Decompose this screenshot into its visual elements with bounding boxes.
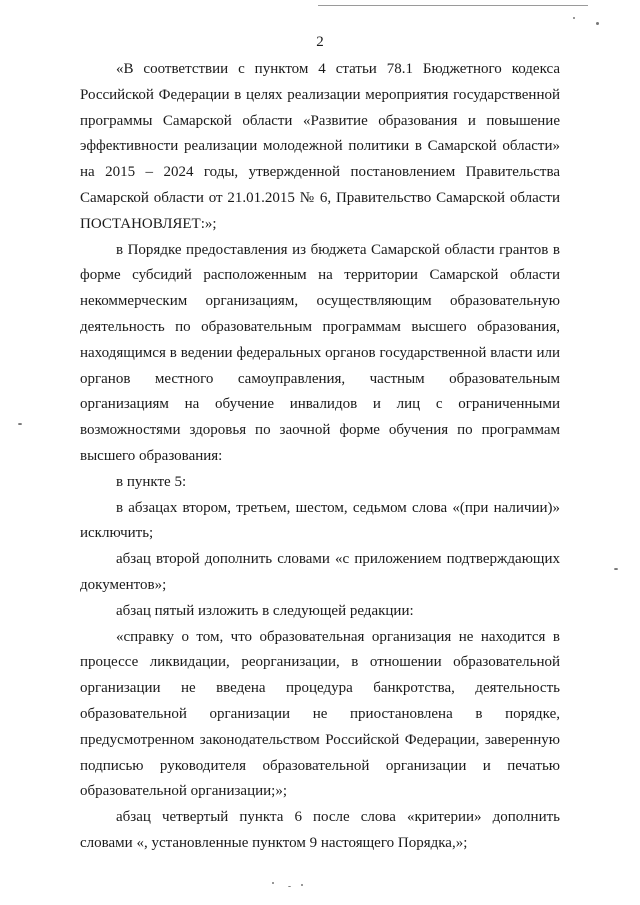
paragraph-exclude-words: в абзацах втором, третьем, шестом, седьмом слова «(при наличии)» исключить; — [80, 499, 560, 542]
paragraph-point-6: абзац четвертый пункта 6 после слова «критерии» дополнить словами «, установленные пунктом 9 настоящего Порядка,»; — [80, 809, 560, 851]
document-body — [80, 57, 560, 857]
scan-speck — [573, 17, 575, 19]
scan-speck — [614, 568, 618, 570]
paragraph-point-5: в пункте 5: — [116, 473, 187, 490]
scan-speck — [288, 886, 291, 887]
scan-speck — [596, 22, 599, 25]
top-scan-rule — [318, 5, 588, 6]
scan-speck — [18, 423, 22, 425]
scan-speck — [301, 884, 303, 886]
paragraph-fifth-abzac: абзац пятый изложить в следующей редакции: — [116, 602, 414, 619]
scan-speck — [272, 882, 274, 884]
paragraph-certificate: «справку о том, что образовательная организация не находится в процессе ликвидации, реорганизации, в отношении образовательной организации не введена процедура банкротства, деятельность образовательной организации не приостановлена в порядке, предусмотренном законодательством Российской Федерации, заверенную подписью руководителя образовательной организации и печатью образовательной организации;»; — [80, 628, 560, 800]
paragraph-second-abzac: абзац второй дополнить словами «с приложением подтверждающих документов»; — [80, 551, 560, 593]
paragraph-preamble: «В соответствии с пунктом 4 статьи 78.1 Бюджетного кодекса Российской Федерации в целях реализации мероприятия государственной программы Самарской области «Развитие образования и повышение эффективности реализации молодежной политики в Самарской области» на 2015 – 2024 годы, утвержденной постановлением Правительства Самарской области от 21.01.2015 № 6, Правительство Самарской области ПОСТАНОВЛЯЕТ:»; — [80, 61, 560, 232]
paragraph-procedure-title: в Порядке предоставления из бюджета Самарской области грантов в форме субсидий расположенным на территории Самарской области некоммерческим организациям, осуществляющим образовательную деятельность по образовательным программам высшего образования, находящимся в ведении федеральных органов государственной власти или органов местного самоуправления, частным образовательным организациям на обучение инвалидов и лиц с ограниченными возможностями здоровья по заочной форме обучения по программам высшего образования: — [80, 241, 560, 464]
page-number: 2 — [316, 34, 324, 50]
